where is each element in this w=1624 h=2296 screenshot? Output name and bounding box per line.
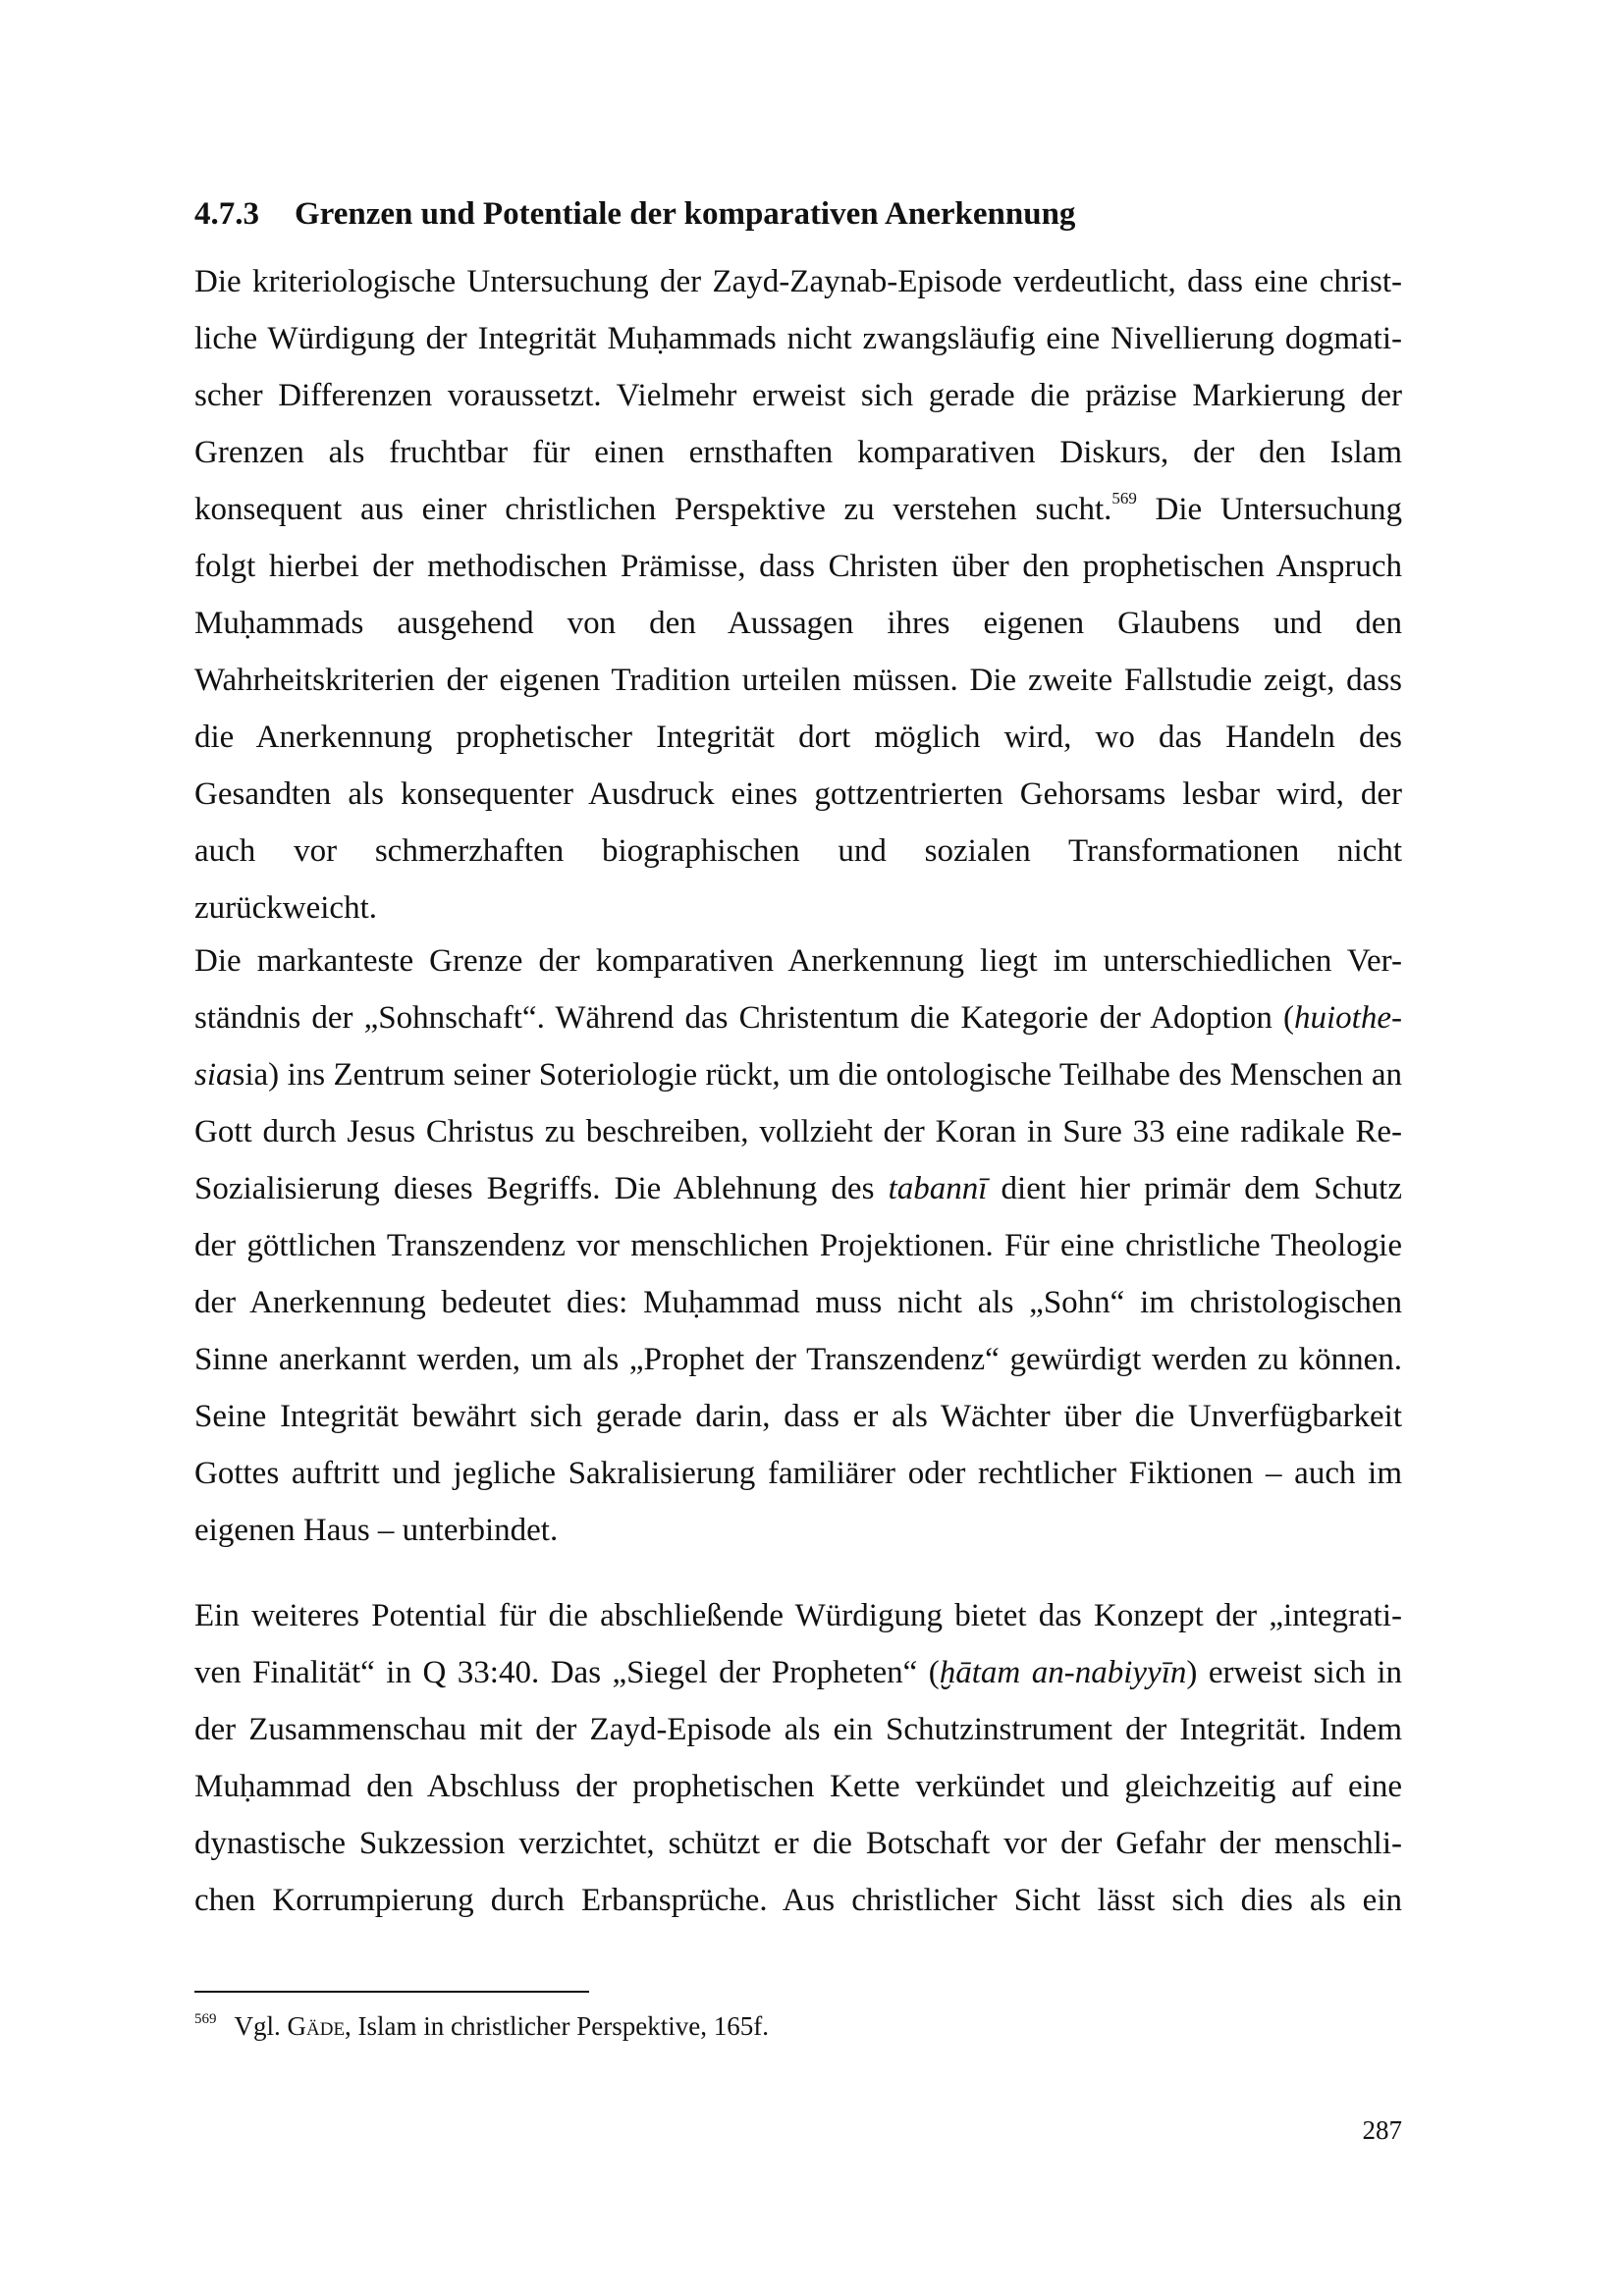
text-segment: ven Finalität“ in Q 33:40. Das „Siegel der Propheten“ (	[194, 1655, 940, 1690]
text-line: folgt hierbei der methodischen Prämisse, dass Christen über den prophetischen Anspruch	[194, 549, 1402, 584]
text-line: Ein weiteres Potential für die abschließende Würdigung bietet das Konzept der „integrati-	[194, 1598, 1402, 1633]
italic-term: huiothe-	[1294, 1000, 1402, 1036]
text-line: Muḥammads ausgehend von den Aussagen ihres eigenen Glaubens und den	[194, 606, 1402, 641]
text-line: Gesandten als konsequenter Ausdruck eines gottzentrierten Gehorsams lesbar wird, der	[194, 776, 1402, 812]
footnote-text: , Islam in christlicher Perspektive, 165f.	[345, 2011, 769, 2041]
text-segment: Sozialisierung dieses Begriffs. Die Ablehnung des	[194, 1171, 889, 1206]
text-segment: dient hier primär dem Schutz	[987, 1171, 1402, 1206]
text-line: Gott durch Jesus Christus zu beschreiben, vollzieht der Koran in Sure 33 eine radikale Re-	[194, 1114, 1402, 1149]
text-segment: konsequent aus einer christlichen Perspektive zu verstehen sucht.	[194, 492, 1112, 527]
text-line: liche Würdigung der Integrität Muḥammads nicht zwangsläufig eine Nivellierung dogmati-	[194, 321, 1402, 356]
text-line: der Anerkennung bedeutet dies: Muḥammad muss nicht als „Sohn“ im christologischen	[194, 1285, 1402, 1320]
paragraph-3	[194, 1587, 1402, 1929]
footnote	[194, 2008, 1402, 2044]
text-line: auch vor schmerzhaften biographischen und sozialen Transformationen nicht	[194, 833, 1402, 869]
text-line	[194, 989, 1402, 1046]
section-number: 4.7.3	[194, 196, 259, 232]
text-line	[194, 481, 1402, 538]
text-segment: ) erweist sich in	[1186, 1655, 1403, 1690]
footnote-prefix: Vgl.	[234, 2011, 288, 2041]
paragraph-1	[194, 253, 1402, 936]
text-line: zurückweicht.	[194, 890, 377, 926]
text-segment: ständnis der „Sohnschaft“. Während das Christentum die Kategorie der Adoption (	[194, 1000, 1295, 1036]
italic-term: ḫātam an-nabiyyīn	[939, 1655, 1187, 1690]
text-line	[194, 1644, 1402, 1701]
footnote-separator	[194, 1991, 589, 1993]
section-heading	[194, 192, 1402, 236]
section-title: Grenzen und Potentiale der komparativen Anerkennung	[295, 196, 1076, 232]
paragraph-2	[194, 933, 1402, 1559]
text-line: Muḥammad den Abschluss der prophetischen Kette verkündet und gleichzeitig auf eine	[194, 1769, 1402, 1804]
italic-term: tabannī	[888, 1171, 988, 1206]
text-line	[194, 1160, 1402, 1217]
text-line: Die markanteste Grenze der komparativen Anerkennung liegt im unterschiedlichen Ver-	[194, 943, 1402, 979]
text-line	[194, 1046, 1402, 1103]
text-line: Wahrheitskriterien der eigenen Tradition urteilen müssen. Die zweite Fallstudie zeigt, dass	[194, 663, 1402, 698]
text-line: die Anerkennung prophetischer Integrität dort möglich wird, wo das Handeln des	[194, 720, 1402, 755]
footnote-author: Gäde	[287, 2011, 346, 2041]
text-line: Gottes auftritt und jegliche Sakralisierung familiärer oder rechtlicher Fiktionen – auch im	[194, 1456, 1402, 1491]
text-line: scher Differenzen voraussetzt. Vielmehr erweist sich gerade die präzise Markierung der	[194, 378, 1402, 413]
text-line: Die kriteriologische Untersuchung der Zayd-Zaynab-Episode verdeutlicht, dass eine christ-	[194, 264, 1402, 299]
text-segment: Die Untersuchung	[1136, 492, 1402, 527]
text-line: der göttlichen Transzendenz vor menschlichen Projektionen. Für eine christliche Theologie	[194, 1228, 1402, 1263]
text-line: Seine Integrität bewährt sich gerade darin, dass er als Wächter über die Unverfügbarkeit	[194, 1399, 1402, 1434]
italic-term: sia	[194, 1057, 233, 1093]
footnote-number: 569	[194, 2011, 217, 2027]
page-number: 287	[1362, 2115, 1402, 2145]
text-line: der Zusammenschau mit der Zayd-Episode als ein Schutzinstrument der Integrität. Indem	[194, 1712, 1402, 1747]
footnote-reference: 569	[1111, 489, 1137, 507]
text-line: chen Korrumpierung durch Erbansprüche. Aus christlicher Sicht lässt sich dies als ein	[194, 1883, 1402, 1918]
text-line: Sinne anerkannt werden, um als „Prophet der Transzendenz“ gewürdigt werden zu können.	[194, 1342, 1402, 1377]
text-segment: sia) ins Zentrum seiner Soteriologie rückt, um die ontologische Teilhabe des Menschen an	[232, 1057, 1402, 1093]
text-line: dynastische Sukzession verzichtet, schützt er die Botschaft vor der Gefahr der menschli-	[194, 1826, 1402, 1861]
text-line: eigenen Haus – unterbindet.	[194, 1513, 559, 1548]
text-line: Grenzen als fruchtbar für einen ernsthaften komparativen Diskurs, der den Islam	[194, 435, 1402, 470]
